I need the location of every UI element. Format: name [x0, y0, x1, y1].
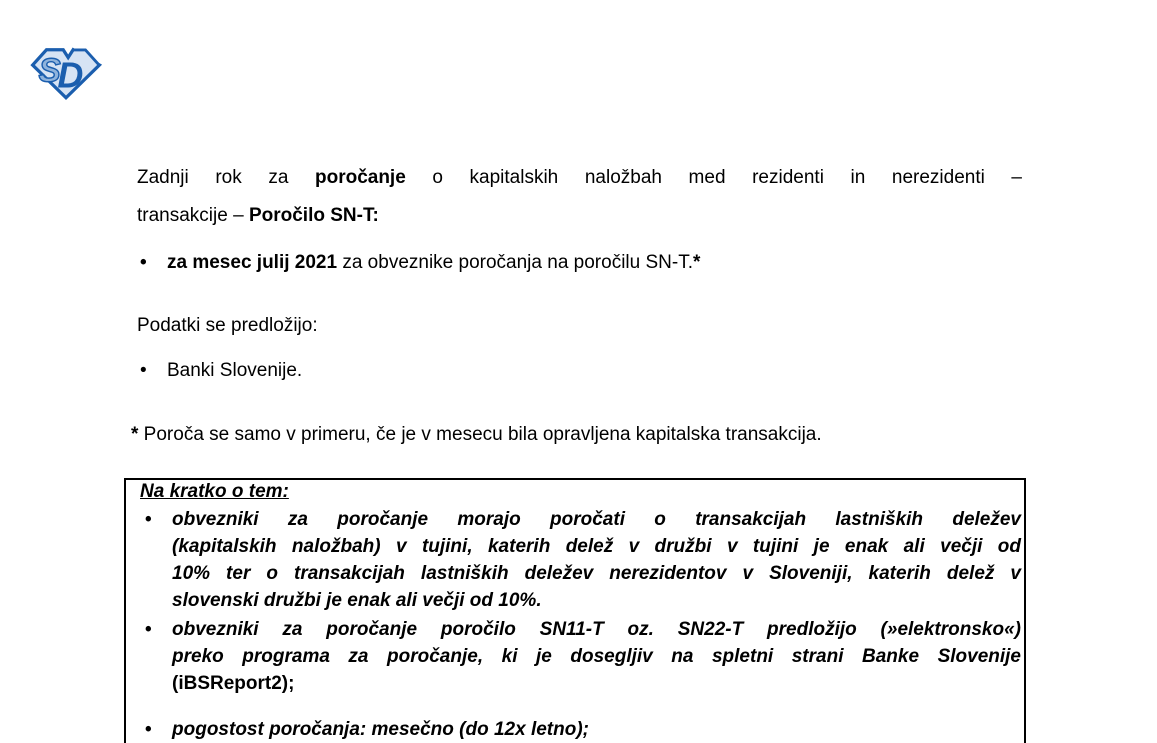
intro-heading-line1: [137, 159, 1022, 197]
logo-letter-s: S: [38, 52, 61, 90]
bullet-marker: •: [145, 719, 152, 740]
intro-bold-porocanje: poročanje: [314, 167, 406, 188]
info-box-bullet-1: [145, 506, 1021, 614]
bullet1-line3: 10% ter o transakcijah lastniških deležev nerezidentov v Sloveniji, katerih delež v: [172, 563, 1021, 584]
info-box-bullet-3: [145, 716, 1021, 743]
footnote-text: Poroča se samo v primeru, če je v mesecu bila opravljena kapitalska transakcija.: [138, 424, 822, 445]
intro-text: Zadnji rok za: [137, 167, 315, 188]
deadline-bold: za mesec julij 2021: [167, 252, 338, 273]
logo-letter-d: D: [57, 54, 84, 96]
info-box-bullet-2: [145, 616, 1021, 697]
deadline-text: [167, 249, 700, 276]
footnote: [131, 421, 1031, 448]
bullet1-line1: obvezniki za poročanje morajo poročati o transakcijah lastniških deležev: [172, 509, 1021, 530]
bullet2-line1: obvezniki za poročanje poročilo SN11-T oz. SN22-T predložijo (»elektronsko«): [172, 619, 1021, 640]
deadline-bullet-item: [137, 249, 1022, 276]
sd-diamond-logo: [30, 44, 102, 102]
info-box-bullet-1-text: [172, 506, 1021, 614]
bullet1-line4: slovenski družbi je enak ali večji od 10%.: [172, 590, 542, 611]
intro-heading-line2: [137, 197, 1022, 235]
bullet-marker: •: [145, 619, 152, 640]
info-box-title: Na kratko o tem:: [140, 481, 289, 502]
intro-text-cont: o kapitalskih naložbah med rezidenti in nerezidenti –: [405, 167, 1022, 188]
submission-label: Podatki se predložijo:: [137, 315, 318, 336]
bullet1-line2: (kapitalskih naložbah) v tujini, katerih delež v družbi v tujini je enak ali večji od: [172, 536, 1021, 557]
bullet2-line2: preko programa za poročanje, ki je dosegljiv na spletni strani Banke Slovenije: [172, 646, 1021, 667]
info-box-bullet-2-text: [172, 616, 1021, 697]
intro-line2-text: transakcije –: [137, 205, 249, 226]
bullet3-line1: pogostost poročanja: mesečno (do 12x letno);: [172, 719, 589, 740]
submission-recipient: Banki Slovenije.: [167, 360, 303, 381]
sd-diamond-logo-graphic: [30, 44, 102, 102]
bullet-marker: •: [140, 360, 147, 381]
bullet2-line3: (iBSReport2);: [172, 673, 295, 694]
deadline-normal: za obveznike poročanja na poročilu SN-T.: [337, 252, 693, 273]
bullet-marker: •: [145, 509, 152, 530]
deadline-footnote-star: *: [692, 252, 701, 273]
submission-bullet-item: [137, 357, 1022, 384]
intro-bold-porocilo: Poročilo SN-T:: [248, 205, 379, 226]
bullet-marker: •: [140, 252, 147, 273]
footnote-star: *: [131, 424, 139, 445]
